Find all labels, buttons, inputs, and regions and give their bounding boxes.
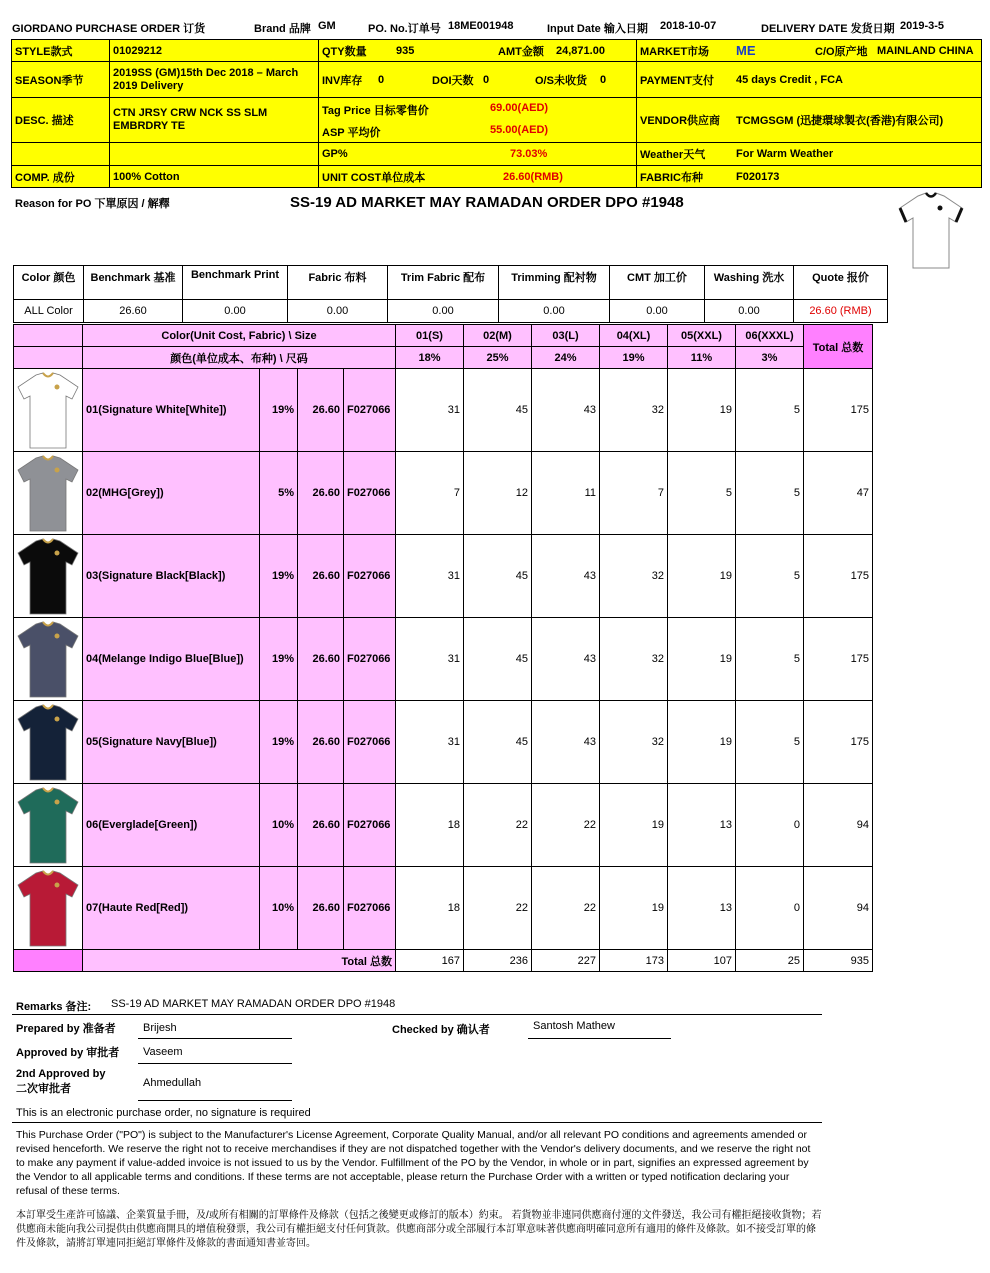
- approved-by-label: Approved by 审批者: [16, 1047, 120, 1059]
- blank-label-cell: [12, 143, 110, 166]
- color-size-table: [13, 324, 873, 972]
- size-quantity: 19: [668, 701, 736, 784]
- vendor-label: VENDOR供应商: [640, 115, 721, 127]
- unit-cost-label: UNIT COST单位成本: [322, 172, 426, 184]
- size-quantity: 43: [532, 535, 600, 618]
- total-row: [14, 950, 873, 972]
- gp-label: GP%: [322, 148, 348, 160]
- size-total: 173: [600, 950, 668, 972]
- size-quantity: 45: [464, 618, 532, 701]
- tag-price-value: 69.00(AED): [490, 102, 549, 114]
- size-header: 01(S): [396, 325, 464, 347]
- unit-cost-value: 26.60(RMB): [503, 171, 563, 183]
- image-header-cell: [14, 325, 83, 347]
- amt-label: AMT金额: [498, 45, 544, 58]
- size-quantity: 5: [736, 369, 804, 452]
- size-quantity: 43: [532, 618, 600, 701]
- price-cell: [319, 98, 637, 143]
- size-quantity: 5: [668, 452, 736, 535]
- approved-by-line: [138, 1063, 292, 1064]
- po-info-block: [11, 39, 982, 188]
- size-quantity: 22: [464, 784, 532, 867]
- payment-value: 45 days Credit , FCA: [736, 73, 843, 86]
- market-label: MARKET市场: [640, 45, 710, 58]
- color-fabric: F027066: [344, 867, 396, 950]
- cost-header-cell: Color 颜色: [14, 266, 84, 300]
- os-value: 0: [600, 73, 607, 86]
- input-date-value: 2018-10-07: [660, 20, 717, 32]
- size-quantity: 19: [600, 867, 668, 950]
- size-ratio: 24%: [532, 347, 600, 369]
- color-name: 06(Everglade[Green]): [83, 784, 260, 867]
- color-fabric: F027066: [344, 701, 396, 784]
- size-quantity: 22: [532, 784, 600, 867]
- prepared-by-label: Prepared by 准备者: [16, 1023, 116, 1035]
- size-quantity: 43: [532, 701, 600, 784]
- size-quantity: 45: [464, 369, 532, 452]
- vendor-cell: [637, 98, 982, 143]
- fabric-cell: [637, 166, 982, 188]
- weather-value: For Warm Weather: [736, 148, 834, 160]
- cost-value-cell: 0.00: [388, 300, 499, 323]
- size-ratio: 11%: [668, 347, 736, 369]
- cost-header-cell: Quote 报价: [794, 266, 888, 300]
- size-quantity: 5: [736, 535, 804, 618]
- color-percent: 19%: [260, 535, 298, 618]
- size-quantity: 31: [396, 369, 464, 452]
- color-row: [14, 867, 873, 950]
- market-value: ME: [736, 43, 756, 58]
- brand-label: Brand 品牌: [254, 23, 311, 35]
- size-header: 03(L): [532, 325, 600, 347]
- color-name: 05(Signature Navy[Blue]): [83, 701, 260, 784]
- second-approved-line: [138, 1100, 292, 1101]
- brand-value: GM: [318, 20, 336, 32]
- desc-label: DESC. 描述: [12, 98, 110, 143]
- color-percent: 5%: [260, 452, 298, 535]
- size-quantity: 19: [668, 369, 736, 452]
- doi-label: DOI天数: [432, 74, 474, 87]
- size-quantity: 0: [736, 784, 804, 867]
- cost-header-cell: Trim Fabric 配布: [388, 266, 499, 300]
- color-fabric: F027066: [344, 784, 396, 867]
- size-quantity: 13: [668, 784, 736, 867]
- color-swatch-cell: [14, 369, 83, 452]
- qty-amt-cell: [319, 40, 637, 62]
- size-quantity: 5: [736, 618, 804, 701]
- color-name: 03(Signature Black[Black]): [83, 535, 260, 618]
- size-header: 06(XXXL): [736, 325, 804, 347]
- payment-cell: [637, 62, 982, 98]
- quote-value-cell: 26.60 (RMB): [794, 300, 888, 323]
- cost-value-cell: ALL Color: [14, 300, 84, 323]
- size-quantity: 19: [668, 618, 736, 701]
- origin-label: C/O原产地: [815, 45, 868, 58]
- remarks-divider: [12, 1014, 822, 1015]
- color-unit-cost: 26.60: [298, 701, 344, 784]
- cost-value-cell: 0.00: [610, 300, 705, 323]
- fabric-value: F020173: [736, 171, 780, 183]
- cost-header-cell: Trimming 配衬物: [499, 266, 610, 300]
- total-label: Total 总数: [83, 950, 396, 972]
- tshirt-image: [16, 620, 80, 698]
- size-header: 05(XXL): [668, 325, 736, 347]
- size-quantity: 32: [600, 535, 668, 618]
- color-swatch-cell: [14, 535, 83, 618]
- size-ratio: 18%: [396, 347, 464, 369]
- color-swatch-cell: [14, 452, 83, 535]
- size-quantity: 31: [396, 535, 464, 618]
- comp-label: COMP. 成份: [12, 166, 110, 188]
- electronic-po-note: This is an electronic purchase order, no signature is required: [16, 1107, 311, 1119]
- doi-value: 0: [483, 73, 490, 86]
- remarks-label: Remarks 备注:: [16, 1001, 92, 1013]
- cost-header-cell: Benchmark Print: [183, 266, 288, 300]
- color-row: [14, 701, 873, 784]
- size-total: 107: [668, 950, 736, 972]
- size-quantity: 7: [396, 452, 464, 535]
- size-quantity: 11: [532, 452, 600, 535]
- color-unit-cost: 26.60: [298, 369, 344, 452]
- size-quantity: 22: [532, 867, 600, 950]
- unit-cost-cell: [319, 166, 637, 188]
- checked-by-label: Checked by 确认者: [392, 1024, 490, 1036]
- color-row: [14, 452, 873, 535]
- size-quantity: 12: [464, 452, 532, 535]
- size-total: 236: [464, 950, 532, 972]
- row-total: 94: [804, 867, 873, 950]
- tshirt-image: [16, 537, 80, 615]
- checked-by-value: Santosh Mathew: [533, 1020, 615, 1032]
- row-total: 94: [804, 784, 873, 867]
- po-number-value: 18ME001948: [448, 20, 514, 32]
- os-label: O/S未收货: [535, 74, 587, 87]
- style-value: 01029212: [110, 40, 319, 62]
- color-unit-cost: 26.60: [298, 535, 344, 618]
- color-fabric: F027066: [344, 618, 396, 701]
- weather-label: Weather天气: [640, 149, 706, 161]
- second-approved-value: Ahmedullah: [143, 1077, 202, 1089]
- color-size-header: Color(Unit Cost, Fabric) \ Size: [83, 325, 396, 347]
- size-quantity: 32: [600, 701, 668, 784]
- color-unit-cost: 26.60: [298, 867, 344, 950]
- fabric-label: FABRIC布种: [640, 172, 703, 184]
- delivery-date-label: DELIVERY DATE 发货日期: [761, 23, 895, 35]
- cost-value-row: [14, 300, 888, 323]
- color-fabric: F027066: [344, 369, 396, 452]
- tshirt-image: [16, 371, 80, 449]
- terms-chinese: 本訂單受生產許可協議、企業質量手冊，及/或所有相關的訂單條件及條款（包括之後變更或修訂的版本）約束。 若貨物並非連同供應商付運的文件發送，我公司有權拒絕接收貨物；若供應商未能向我公司提供由供應商開具的增值稅發票，我公司有權拒絕支付任何貨款。供應商部分或全部履行本訂單意味著供應商明確同意所有適用的條件及條款。如不接受訂單的條件及條款，請將訂單連同拒絕訂單條件及條款的書面通知書並寄回。: [16, 1210, 822, 1249]
- size-quantity: 18: [396, 784, 464, 867]
- terms-english: This Purchase Order ("PO") is subject to the Manufacturer's License Agreement, Corporate Quality Manual, and/or all relevant PO conditions and agreements amended or revised henceforth. We reserve the right not to receive merchandises if they are not dispatched together with the Vendor's delivery documents, and we reserve the right not to make any payment if value-added invoice is not issued to us by the Vendor. Fulfillment of the PO by the Vendor, in whole or in part, signifies an expressed agreement by the Vendor to all applicable terms and conditions. If these terms are not acceptable, please return the Purchase Order with a written or typed notification declaring your refusal of these terms.: [16, 1129, 811, 1197]
- size-ratio: 19%: [600, 347, 668, 369]
- amt-value: 24,871.00: [556, 44, 605, 57]
- size-quantity: 7: [600, 452, 668, 535]
- color-name: 02(MHG[Grey]): [83, 452, 260, 535]
- size-quantity: 43: [532, 369, 600, 452]
- cost-header-cell: Washing 洗水: [705, 266, 794, 300]
- size-quantity: 31: [396, 701, 464, 784]
- terms-divider: [12, 1122, 822, 1123]
- color-percent: 19%: [260, 618, 298, 701]
- total-header: Total 总数: [804, 325, 873, 369]
- inventory-cell: [319, 62, 637, 98]
- color-swatch-cell: [14, 784, 83, 867]
- checked-by-line: [528, 1038, 671, 1039]
- tag-price-label: Tag Price 目标零售价: [322, 105, 429, 117]
- inv-label: INV库存: [322, 74, 363, 87]
- tshirt-image: [16, 703, 80, 781]
- style-label: STYLE款式: [12, 40, 110, 62]
- image-header-cell: [14, 347, 83, 369]
- total-image-cell: [14, 950, 83, 972]
- cost-breakdown-table: [13, 265, 888, 323]
- color-swatch-cell: [14, 618, 83, 701]
- second-approved-label-zh: 二次审批者: [16, 1083, 71, 1095]
- size-quantity: 18: [396, 867, 464, 950]
- header-product-image: [896, 190, 966, 272]
- cost-header-cell: CMT 加工价: [610, 266, 705, 300]
- qty-label: QTY数量: [322, 45, 367, 58]
- size-header: 02(M): [464, 325, 532, 347]
- po-header-line: [12, 20, 978, 36]
- cost-value-cell: 0.00: [705, 300, 794, 323]
- row-total: 175: [804, 369, 873, 452]
- size-ratio: 3%: [736, 347, 804, 369]
- color-row: [14, 369, 873, 452]
- color-name: 07(Haute Red[Red]): [83, 867, 260, 950]
- color-name: 04(Melange Indigo Blue[Blue]): [83, 618, 260, 701]
- color-row: [14, 784, 873, 867]
- size-quantity: 32: [600, 618, 668, 701]
- vendor-value: TCMGSGM (迅捷環球製衣(香港)有限公司): [736, 115, 944, 127]
- size-quantity: 32: [600, 369, 668, 452]
- color-unit-cost: 26.60: [298, 784, 344, 867]
- size-quantity: 19: [600, 784, 668, 867]
- tshirt-image: [16, 786, 80, 864]
- size-quantity: 5: [736, 452, 804, 535]
- input-date-label: Input Date 输入日期: [547, 23, 648, 35]
- asp-label: ASP 平均价: [322, 127, 381, 139]
- color-fabric: F027066: [344, 535, 396, 618]
- remarks-value: SS-19 AD MARKET MAY RAMADAN ORDER DPO #1948: [111, 998, 396, 1010]
- desc-value: CTN JRSY CRW NCK SS SLM EMBRDRY TE: [110, 98, 319, 143]
- prepared-by-value: Brijesh: [143, 1022, 177, 1034]
- approved-by-value: Vaseem: [143, 1046, 183, 1058]
- gp-value: 73.03%: [510, 148, 548, 160]
- color-fabric: F027066: [344, 452, 396, 535]
- cost-value-cell: 0.00: [499, 300, 610, 323]
- cost-header-cell: Fabric 布料: [288, 266, 388, 300]
- season-value: 2019SS (GM)15th Dec 2018 – March 2019 Delivery: [110, 62, 319, 98]
- company-po-title: GIORDANO PURCHASE ORDER 订货: [12, 23, 206, 35]
- origin-value: MAINLAND CHINA: [877, 44, 974, 57]
- size-ratio: 25%: [464, 347, 532, 369]
- size-total: 167: [396, 950, 464, 972]
- color-swatch-cell: [14, 867, 83, 950]
- qty-value: 935: [396, 44, 415, 57]
- cost-header-row: [14, 266, 888, 300]
- row-total: 47: [804, 452, 873, 535]
- color-name: 01(Signature White[White]): [83, 369, 260, 452]
- order-title: SS-19 AD MARKET MAY RAMADAN ORDER DPO #1948: [290, 194, 684, 211]
- payment-label: PAYMENT支付: [640, 74, 714, 87]
- row-total: 175: [804, 701, 873, 784]
- size-quantity: 45: [464, 701, 532, 784]
- size-total: 227: [532, 950, 600, 972]
- color-percent: 19%: [260, 369, 298, 452]
- delivery-date-value: 2019-3-5: [900, 20, 945, 32]
- asp-value: 55.00(AED): [490, 124, 549, 136]
- size-quantity: 13: [668, 867, 736, 950]
- prepared-by-line: [138, 1038, 292, 1039]
- market-cell: [637, 40, 982, 62]
- cost-value-cell: 0.00: [288, 300, 388, 323]
- size-quantity: 31: [396, 618, 464, 701]
- reason-for-po-label: Reason for PO 下單原因 / 解釋: [15, 198, 170, 210]
- gp-cell: [319, 143, 637, 166]
- comp-value: 100% Cotton: [110, 166, 319, 188]
- color-row: [14, 618, 873, 701]
- ratio-header-row: [14, 347, 873, 369]
- size-total: 25: [736, 950, 804, 972]
- row-total: 175: [804, 535, 873, 618]
- blank-value-cell: [110, 143, 319, 166]
- second-approved-label: 2nd Approved by: [16, 1068, 106, 1080]
- row-total: 175: [804, 618, 873, 701]
- cost-value-cell: 26.60: [84, 300, 183, 323]
- size-quantity: 45: [464, 535, 532, 618]
- season-label: SEASON季节: [12, 62, 110, 98]
- size-quantity: 19: [668, 535, 736, 618]
- color-swatch-cell: [14, 701, 83, 784]
- po-number-label: PO. No.订单号: [368, 23, 441, 35]
- size-quantity: 5: [736, 701, 804, 784]
- grand-total: 935: [804, 950, 873, 972]
- tshirt-image: [16, 869, 80, 947]
- size-header: 04(XL): [600, 325, 668, 347]
- cost-header-cell: Benchmark 基准: [84, 266, 183, 300]
- color-percent: 10%: [260, 867, 298, 950]
- color-unit-cost: 26.60: [298, 452, 344, 535]
- inv-value: 0: [378, 73, 385, 86]
- weather-cell: [637, 143, 982, 166]
- color-percent: 10%: [260, 784, 298, 867]
- color-size-header-zh: 颜色(单位成本、布种) \ 尺码: [83, 347, 396, 369]
- color-percent: 19%: [260, 701, 298, 784]
- size-header-row: [14, 325, 873, 347]
- tshirt-image: [16, 454, 80, 532]
- size-quantity: 0: [736, 867, 804, 950]
- color-unit-cost: 26.60: [298, 618, 344, 701]
- color-row: [14, 535, 873, 618]
- size-quantity: 22: [464, 867, 532, 950]
- cost-value-cell: 0.00: [183, 300, 288, 323]
